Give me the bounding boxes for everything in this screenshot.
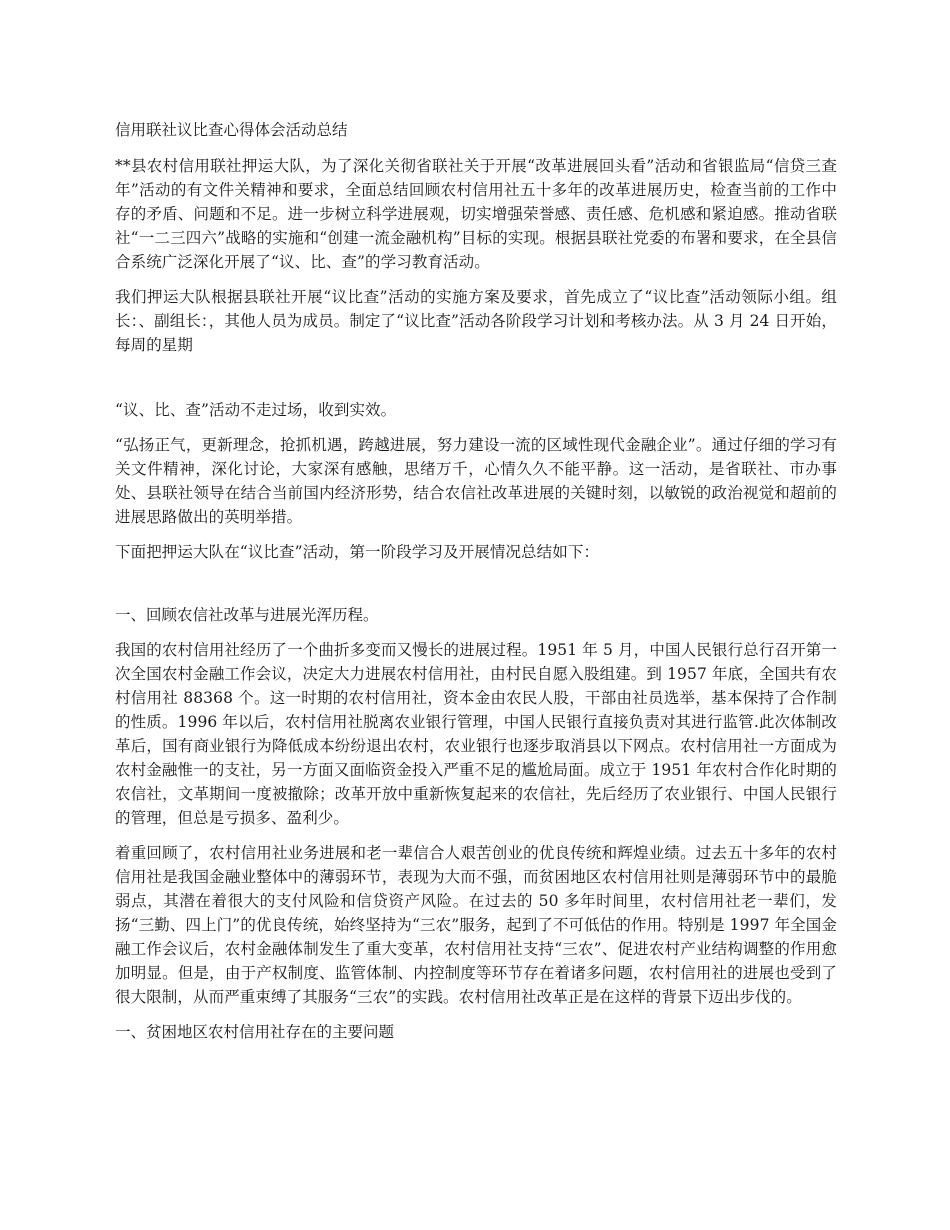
- document-page: [115, 118, 837, 1055]
- paragraph-team-setup: 我们押运大队根据县联社开展“议比查”活动的实施方案及要求，首先成立了“议比查”活动领际小组。组长：、副组长：，其他人员为成员。制定了“议比查”活动各阶段学习计划和考核办法。从 3 月 24 日开始，每周的星期: [115, 288, 837, 354]
- document-title: 信用联社议比查心得体会活动总结: [115, 121, 348, 139]
- paragraph-tradition: 着重回顾了，农村信用社业务进展和老一辈信合人艰苦创业的优良传统和辉煌业绩。过去五十多年的农村信用社是我国金融业整体中的薄弱环节，表现为大而不强，而贫困地区农村信用社则是薄弱环节中的最脆弱点，其潜在着很大的支付风险和信贷资产风险。在过去的 50 多年时间里，农村信用社老一辈们，发扬“三勤、四上门”的优良传统，始终坚持为“三农”服务，起到了不可低估的作用。特别是 1997 年全国金融工作会议后，农村金融体制发生了重大变革，农村信用社支持“三农”、促进农村产业结构调整的作用愈加明显。但是，由于产权制度、监管体制、内控制度等环节存在着诸多问题，农村信用社的进展也受到了很大限制，从而严重束缚了其服务“三农”的实践。农村信用社改革正是在这样的背景下迈出步伐的。: [115, 844, 837, 1006]
- paragraph-effect: “议、比、查”活动不走过场，收到实效。: [115, 401, 397, 419]
- blank-gap: [115, 368, 837, 398]
- paragraph-summary-intro: 下面把押运大队在“议比查”活动，第一阶段学习及开展情况总结如下：: [115, 543, 600, 561]
- section-heading-problems: 一、贫困地区农村信用社存在的主要问题: [115, 1023, 395, 1041]
- paragraph-intro: **县农村信用联社押运大队，为了深化关彻省联社关于开展“改革进展回头看”活动和省银监局“信贷三查年”活动的有文件关精神和要求，全面总结回顾农村信用社五十多年的改革进展历史，检查当前的工作中存的矛盾、问题和不足。进一步树立科学进展观，切实增强荣誉感、责任感、危机感和紧迫感。推动省联社“一二三四六”战略的实施和“创建一流金融机构”目标的实现。根据县联社党委的布署和要求，在全县信合系统广泛深化开展了“议、比、查”的学习教育活动。: [115, 157, 837, 271]
- paragraph-history: 我国的农村信用社经历了一个曲折多变而又慢长的进展过程。1951 年 5 月，中国人民银行总行召开第一次全国农村金融工作会议，决定大力进展农村信用社，由村民自愿入股组建。到 1957 年底，全国共有农村信用社 88368 个。这一时期的农村信用社，资本金由农民人股，干部由社员选举，基本保持了合作制的性质。1996 年以后，农村信用社脱离农业银行管理，中国人民银行直接负责对其进行监管.此次体制改革后，国有商业银行为降低成本纷纷退出农村，农业银行也逐步取消县以下网点。农村信用社一方面成为农村金融惟一的支社，另一方面又面临资金投入严重不足的尴尬局面。成立于 1951 年农村合作化时期的农信社，文革期间一度被撤除；改革开放中重新恢复起来的农信社，先后经历了农业银行、中国人民银行的管理，但总是亏损多、盈利少。: [115, 641, 837, 827]
- blank-gap: [115, 575, 837, 603]
- paragraph-slogan: “弘扬正气，更新理念，抢抓机遇，跨越进展，努力建设一流的区域性现代金融企业”。通过仔细的学习有关文件精神，深化讨论，大家深有感触，思绪万千，心情久久不能平静。这一活动，是省联社、市办事处、县联社领导在结合当前国内经济形势，结合农信社改革进展的关键时刻，以敏锐的政治视觉和超前的进展思路做出的英明举措。: [115, 436, 837, 526]
- section-heading-review: 一、回顾农信社改革与进展光浑历程。: [115, 606, 379, 624]
